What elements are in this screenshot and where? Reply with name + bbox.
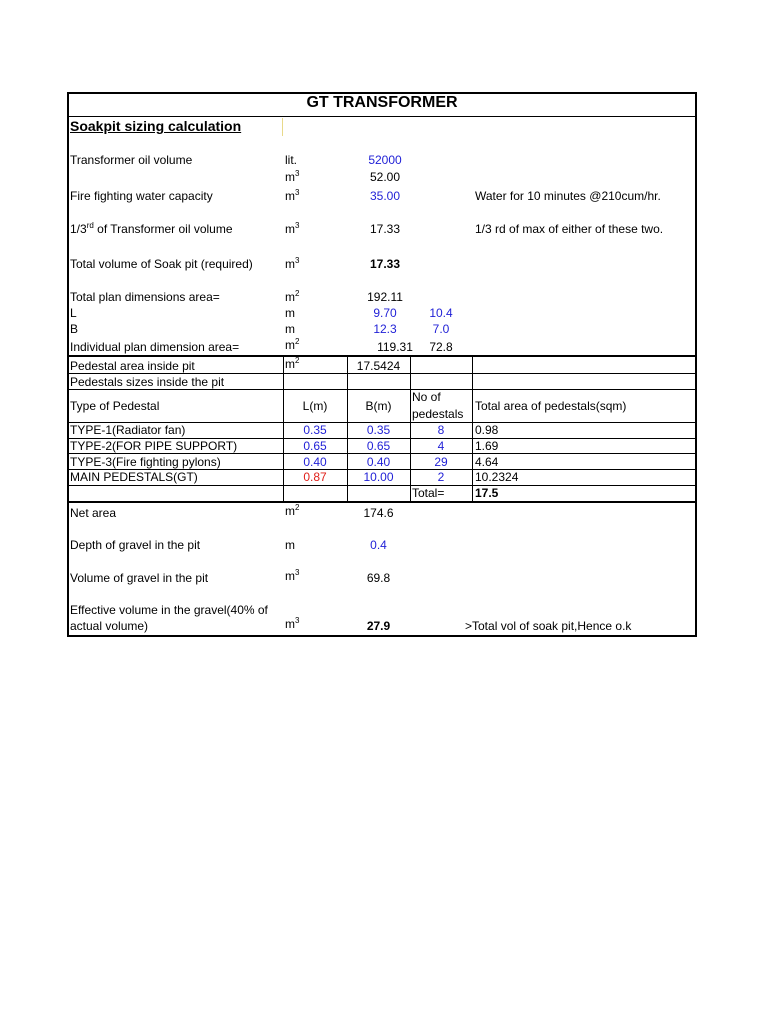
net-area-label: Net area [70,506,117,520]
third-oil-note: 1/3 rd of max of either of these two. [475,222,664,236]
length-label: L [70,306,77,320]
table-column-divider [472,356,473,501]
fire-water-unit: $m^3$ [285,188,300,203]
individual-area-label: Individual plan dimension area= [70,340,240,354]
section-subtitle: Soakpit sizing calculation [70,118,242,134]
pedestal-area-label: Pedestal area inside pit [70,359,195,373]
table-row-divider [67,485,697,486]
table-top-border [67,355,697,357]
pedestal-area-value: 17.5424 [356,359,401,373]
pedestal-breadth: 10.00 [363,470,394,484]
oil-volume-m3-unit: $m^3$ [285,169,300,184]
oil-volume-label: Transformer oil volume [70,153,193,167]
pedestal-total: 10.2324 [475,470,519,484]
calculation-sheet [67,92,697,637]
third-oil-value: 17.33 [369,222,401,236]
pedestal-sizes-label: Pedestals sizes inside the pit [70,375,225,389]
pedestal-breadth: 0.65 [366,439,391,453]
header-breadth: B(m) [365,399,392,413]
pedestal-total: 0.98 [475,423,499,437]
pedestal-count: 2 [437,470,445,484]
effective-volume-value: 27.9 [366,619,391,633]
pedestal-count: 8 [437,423,445,437]
oil-volume-value: 52000 [368,153,402,167]
breadth-value-2: 7.0 [432,322,450,336]
fire-water-note: Water for 10 minutes @210cum/hr. [475,189,661,203]
individual-area-value-1: 119.31 [377,340,413,354]
table-row-divider [67,389,697,390]
pedestal-count: 29 [434,455,448,469]
pedestal-type: TYPE-3(Fire fighting pylons) [70,455,221,469]
pedestal-breadth: 0.40 [366,455,391,469]
pedestal-area-unit: $m^2$ [285,356,300,371]
oil-volume-m3-value: 52.00 [369,170,401,184]
header-count-line1: No of [412,390,441,404]
total-soak-value: 17.33 [369,257,401,271]
length-value-2: 10.4 [429,306,453,320]
effective-volume-label-line1: Effective volume in the gravel(40% of [70,603,268,617]
pedestal-length: 0.65 [303,439,327,453]
divider [67,116,697,117]
total-soak-unit: $m^3$ [285,256,300,271]
gravel-depth-value: 0.4 [370,538,387,552]
individual-area-value-2: 72.8 [429,340,453,354]
pedestal-count: 4 [437,439,445,453]
length-value-1: 9.70 [373,306,397,320]
fire-water-value: 35.00 [369,189,401,203]
plan-area-value: 192.11 [367,290,403,304]
table-bottom-border [67,501,697,503]
individual-area-unit: $m^2$ [285,337,300,352]
header-type: Type of Pedestal [70,399,160,413]
pedestal-breadth: 0.35 [366,423,391,437]
net-area-value: 174.6 [363,506,394,520]
total-soak-label: Total volume of Soak pit (required) [70,257,253,271]
header-count-line2: pedestals [412,407,464,421]
page-title: GT TRANSFORMER [306,94,458,111]
pedestal-type: MAIN PEDESTALS(GT) [70,470,198,484]
total-label: Total= [412,486,445,500]
pedestal-total: 4.64 [475,455,499,469]
length-unit: m [285,306,295,320]
third-oil-label: 1/3rd of Transformer oil volume [70,221,233,236]
total-value: 17.5 [475,486,499,500]
table-row-divider [67,373,697,374]
pedestal-length: 0.87 [303,470,327,484]
plan-area-label: Total plan dimensions area= [70,290,220,304]
pedestal-total: 1.69 [475,439,499,453]
pedestal-length: 0.35 [303,423,327,437]
table-row-divider [67,453,697,454]
header-total-area: Total area of pedestals(sqm) [475,399,627,413]
gravel-depth-label: Depth of gravel in the pit [70,538,201,552]
pedestal-type: TYPE-1(Radiator fan) [70,423,186,437]
pedestal-length: 0.40 [303,455,327,469]
gravel-depth-unit: m [285,538,295,552]
net-area-unit: $m^2$ [285,503,300,518]
gravel-volume-unit: $m^3$ [285,568,300,583]
oil-volume-unit: lit. [285,153,297,167]
effective-volume-unit: $m^3$ [285,616,300,631]
breadth-unit: m [285,322,295,336]
cell-marker [282,118,283,136]
breadth-value-1: 12.3 [373,322,397,336]
effective-volume-label-line2: actual volume) [70,619,149,633]
gravel-volume-value: 69.8 [366,571,391,585]
pedestal-type: TYPE-2(FOR PIPE SUPPORT) [70,439,238,453]
third-oil-unit: $m^3$ [285,221,300,236]
effective-volume-note: >Total vol of soak pit,Hence o.k [465,619,632,633]
header-length: L(m) [302,399,328,413]
plan-area-unit: $m^2$ [285,289,300,304]
fire-water-label: Fire fighting water capacity [70,189,213,203]
gravel-volume-label: Volume of gravel in the pit [70,571,209,585]
breadth-label: B [70,322,79,336]
